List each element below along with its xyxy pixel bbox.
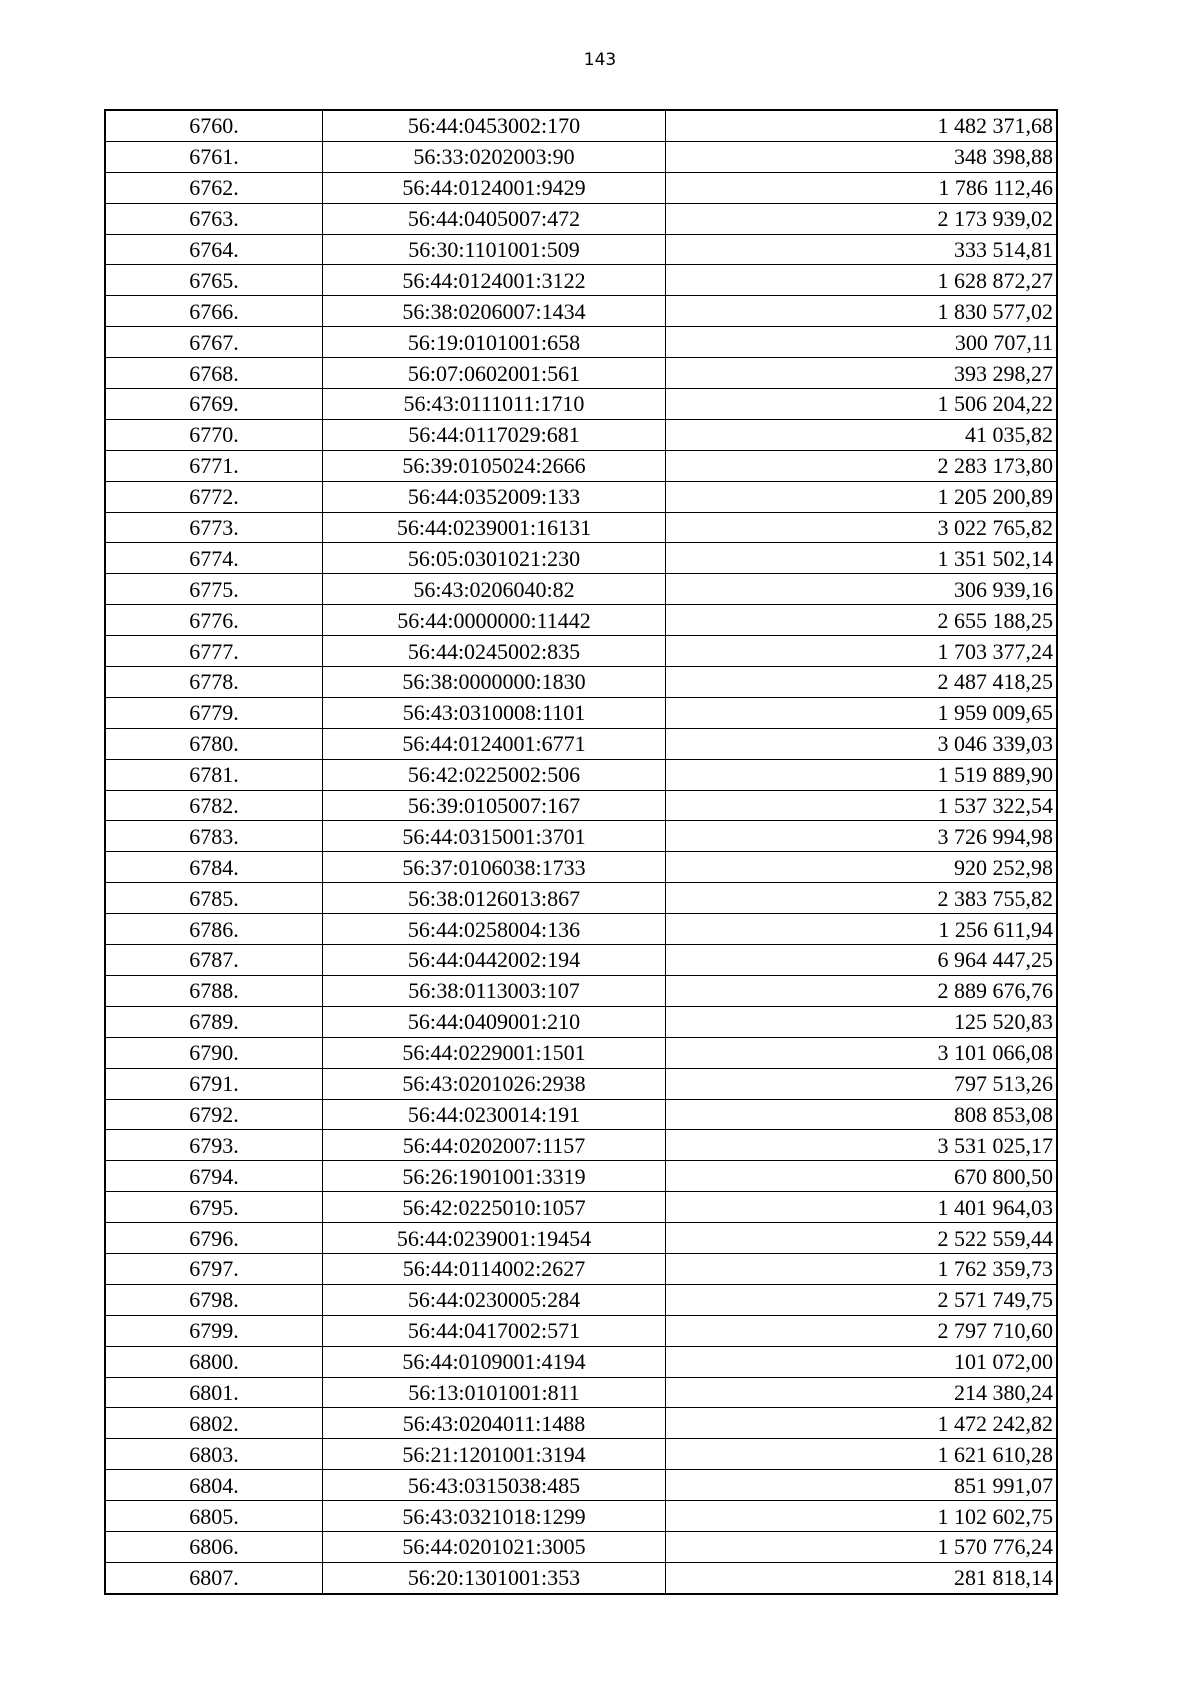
row-number-cell: 6798. — [105, 1284, 323, 1315]
cadastral-number-cell: 56:44:0229001:1501 — [323, 1037, 666, 1068]
row-number-cell: 6805. — [105, 1501, 323, 1532]
table-row — [105, 1068, 1057, 1099]
cadastral-value-cell: 3 046 339,03 — [666, 728, 1058, 759]
table-row — [105, 481, 1057, 512]
cadastral-number-cell: 56:44:0315001:3701 — [323, 821, 666, 852]
table-row — [105, 1562, 1057, 1593]
cadastral-value-cell: 2 487 418,25 — [666, 667, 1058, 698]
cadastral-number-cell: 56:13:0101001:811 — [323, 1377, 666, 1408]
cadastral-value-cell: 2 571 749,75 — [666, 1284, 1058, 1315]
row-number-cell: 6763. — [105, 203, 323, 234]
table-row — [105, 1099, 1057, 1130]
row-number-cell: 6776. — [105, 605, 323, 636]
cadastral-number-cell: 56:44:0245002:835 — [323, 636, 666, 667]
row-number-cell: 6783. — [105, 821, 323, 852]
table-row — [105, 419, 1057, 450]
row-number-cell: 6760. — [105, 110, 323, 141]
table-row — [105, 1223, 1057, 1254]
row-number-cell: 6793. — [105, 1130, 323, 1161]
cadastral-number-cell: 56:44:0201021:3005 — [323, 1531, 666, 1562]
table-row — [105, 759, 1057, 790]
cadastral-number-cell: 56:44:0114002:2627 — [323, 1253, 666, 1284]
row-number-cell: 6780. — [105, 728, 323, 759]
row-number-cell: 6786. — [105, 914, 323, 945]
table-row — [105, 172, 1057, 203]
cadastral-value-cell: 3 726 994,98 — [666, 821, 1058, 852]
table-row — [105, 1253, 1057, 1284]
cadastral-value-cell: 2 889 676,76 — [666, 975, 1058, 1006]
cadastral-number-cell: 56:33:0202003:90 — [323, 141, 666, 172]
table-row — [105, 574, 1057, 605]
table-row — [105, 945, 1057, 976]
cadastral-number-cell: 56:43:0201026:2938 — [323, 1068, 666, 1099]
cadastral-number-cell: 56:39:0105007:167 — [323, 790, 666, 821]
row-number-cell: 6796. — [105, 1223, 323, 1254]
cadastral-value-cell: 300 707,11 — [666, 327, 1058, 358]
table-row — [105, 110, 1057, 141]
cadastral-value-cell: 920 252,98 — [666, 852, 1058, 883]
cadastral-number-cell: 56:44:0124001:6771 — [323, 728, 666, 759]
cadastral-number-cell: 56:05:0301021:230 — [323, 543, 666, 574]
table-row — [105, 1377, 1057, 1408]
cadastral-number-cell: 56:44:0230014:191 — [323, 1099, 666, 1130]
cadastral-value-cell: 125 520,83 — [666, 1006, 1058, 1037]
cadastral-value-cell: 1 570 776,24 — [666, 1531, 1058, 1562]
cadastral-value-cell: 1 102 602,75 — [666, 1501, 1058, 1532]
cadastral-value-cell: 1 703 377,24 — [666, 636, 1058, 667]
cadastral-number-cell: 56:43:0321018:1299 — [323, 1501, 666, 1532]
row-number-cell: 6804. — [105, 1470, 323, 1501]
row-number-cell: 6774. — [105, 543, 323, 574]
cadastral-value-cell: 3 101 066,08 — [666, 1037, 1058, 1068]
table-row — [105, 790, 1057, 821]
cadastral-value-cell: 1 472 242,82 — [666, 1408, 1058, 1439]
cadastral-number-cell: 56:44:0258004:136 — [323, 914, 666, 945]
table-row — [105, 1470, 1057, 1501]
cadastral-number-cell: 56:42:0225010:1057 — [323, 1192, 666, 1223]
cadastral-number-cell: 56:44:0409001:210 — [323, 1006, 666, 1037]
cadastral-value-cell: 2 173 939,02 — [666, 203, 1058, 234]
cadastral-value-cell: 333 514,81 — [666, 234, 1058, 265]
table-row — [105, 234, 1057, 265]
table-row — [105, 667, 1057, 698]
cadastral-number-cell: 56:44:0405007:472 — [323, 203, 666, 234]
cadastral-value-cell: 1 256 611,94 — [666, 914, 1058, 945]
cadastral-number-cell: 56:44:0202007:1157 — [323, 1130, 666, 1161]
cadastral-number-cell: 56:44:0124001:3122 — [323, 265, 666, 296]
table-row — [105, 852, 1057, 883]
cadastral-number-cell: 56:43:0310008:1101 — [323, 697, 666, 728]
cadastral-value-cell: 1 537 322,54 — [666, 790, 1058, 821]
row-number-cell: 6775. — [105, 574, 323, 605]
table-row — [105, 265, 1057, 296]
cadastral-number-cell: 56:38:0206007:1434 — [323, 296, 666, 327]
row-number-cell: 6771. — [105, 450, 323, 481]
table-row — [105, 1192, 1057, 1223]
cadastral-number-cell: 56:43:0206040:82 — [323, 574, 666, 605]
cadastral-value-cell: 1 482 371,68 — [666, 110, 1058, 141]
table-row — [105, 1284, 1057, 1315]
row-number-cell: 6765. — [105, 265, 323, 296]
table-row — [105, 327, 1057, 358]
cadastral-value-cell: 6 964 447,25 — [666, 945, 1058, 976]
row-number-cell: 6789. — [105, 1006, 323, 1037]
cadastral-value-cell: 2 283 173,80 — [666, 450, 1058, 481]
page-number: 143 — [583, 50, 617, 70]
row-number-cell: 6787. — [105, 945, 323, 976]
cadastral-number-cell: 56:44:0239001:19454 — [323, 1223, 666, 1254]
cadastral-number-cell: 56:44:0453002:170 — [323, 110, 666, 141]
cadastral-value-cell: 1 205 200,89 — [666, 481, 1058, 512]
cadastral-number-cell: 56:44:0352009:133 — [323, 481, 666, 512]
row-number-cell: 6764. — [105, 234, 323, 265]
cadastral-number-cell: 56:43:0111011:1710 — [323, 389, 666, 420]
cadastral-value-cell: 2 383 755,82 — [666, 883, 1058, 914]
row-number-cell: 6762. — [105, 172, 323, 203]
cadastral-value-cell: 3 022 765,82 — [666, 512, 1058, 543]
cadastral-number-cell: 56:07:0602001:561 — [323, 358, 666, 389]
table-row — [105, 1439, 1057, 1470]
row-number-cell: 6791. — [105, 1068, 323, 1099]
cadastral-number-cell: 56:26:1901001:3319 — [323, 1161, 666, 1192]
cadastral-number-cell: 56:44:0442002:194 — [323, 945, 666, 976]
cadastral-value-cell: 348 398,88 — [666, 141, 1058, 172]
table-row — [105, 605, 1057, 636]
cadastral-number-cell: 56:20:1301001:353 — [323, 1562, 666, 1593]
table-row — [105, 914, 1057, 945]
cadastral-number-cell: 56:42:0225002:506 — [323, 759, 666, 790]
cadastral-value-cell: 1 401 964,03 — [666, 1192, 1058, 1223]
row-number-cell: 6779. — [105, 697, 323, 728]
cadastral-number-cell: 56:44:0109001:4194 — [323, 1346, 666, 1377]
cadastral-value-cell: 1 628 872,27 — [666, 265, 1058, 296]
table-row — [105, 1315, 1057, 1346]
cadastral-number-cell: 56:37:0106038:1733 — [323, 852, 666, 883]
cadastral-number-cell: 56:44:0417002:571 — [323, 1315, 666, 1346]
cadastral-value-cell: 306 939,16 — [666, 574, 1058, 605]
table-row — [105, 821, 1057, 852]
row-number-cell: 6773. — [105, 512, 323, 543]
cadastral-value-cell: 1 519 889,90 — [666, 759, 1058, 790]
cadastral-number-cell: 56:43:0315038:485 — [323, 1470, 666, 1501]
table-row — [105, 1531, 1057, 1562]
cadastral-value-cell: 2 797 710,60 — [666, 1315, 1058, 1346]
cadastral-value-cell: 2 522 559,44 — [666, 1223, 1058, 1254]
row-number-cell: 6801. — [105, 1377, 323, 1408]
cadastral-value-cell: 1 786 112,46 — [666, 172, 1058, 203]
cadastral-value-cell: 281 818,14 — [666, 1562, 1058, 1593]
cadastral-value-cell: 1 351 502,14 — [666, 543, 1058, 574]
row-number-cell: 6766. — [105, 296, 323, 327]
row-number-cell: 6781. — [105, 759, 323, 790]
cadastral-value-cell: 670 800,50 — [666, 1161, 1058, 1192]
table-row — [105, 1408, 1057, 1439]
row-number-cell: 6806. — [105, 1531, 323, 1562]
cadastral-value-cell: 214 380,24 — [666, 1377, 1058, 1408]
table-row — [105, 1501, 1057, 1532]
cadastral-value-cell: 1 506 204,22 — [666, 389, 1058, 420]
cadastral-value-cell: 797 513,26 — [666, 1068, 1058, 1099]
row-number-cell: 6778. — [105, 667, 323, 698]
cadastral-number-cell: 56:38:0126013:867 — [323, 883, 666, 914]
cadastral-number-cell: 56:21:1201001:3194 — [323, 1439, 666, 1470]
cadastral-value-cell: 1 762 359,73 — [666, 1253, 1058, 1284]
row-number-cell: 6769. — [105, 389, 323, 420]
table-row — [105, 450, 1057, 481]
row-number-cell: 6785. — [105, 883, 323, 914]
cadastral-number-cell: 56:39:0105024:2666 — [323, 450, 666, 481]
cadastral-number-cell: 56:44:0000000:11442 — [323, 605, 666, 636]
cadastral-value-table — [104, 109, 1058, 1595]
cadastral-value-cell: 1 830 577,02 — [666, 296, 1058, 327]
table-row — [105, 1006, 1057, 1037]
row-number-cell: 6790. — [105, 1037, 323, 1068]
row-number-cell: 6800. — [105, 1346, 323, 1377]
cadastral-number-cell: 56:44:0230005:284 — [323, 1284, 666, 1315]
row-number-cell: 6802. — [105, 1408, 323, 1439]
row-number-cell: 6792. — [105, 1099, 323, 1130]
cadastral-value-cell: 851 991,07 — [666, 1470, 1058, 1501]
table-row — [105, 1161, 1057, 1192]
cadastral-value-cell: 41 035,82 — [666, 419, 1058, 450]
row-number-cell: 6777. — [105, 636, 323, 667]
cadastral-number-cell: 56:38:0113003:107 — [323, 975, 666, 1006]
row-number-cell: 6794. — [105, 1161, 323, 1192]
table-row — [105, 636, 1057, 667]
cadastral-value-cell: 393 298,27 — [666, 358, 1058, 389]
cadastral-value-cell: 1 621 610,28 — [666, 1439, 1058, 1470]
table-row — [105, 203, 1057, 234]
cadastral-value-cell: 3 531 025,17 — [666, 1130, 1058, 1161]
table-row — [105, 512, 1057, 543]
table-row — [105, 296, 1057, 327]
row-number-cell: 6768. — [105, 358, 323, 389]
table-row — [105, 1037, 1057, 1068]
cadastral-number-cell: 56:44:0124001:9429 — [323, 172, 666, 203]
row-number-cell: 6788. — [105, 975, 323, 1006]
cadastral-number-cell: 56:44:0239001:16131 — [323, 512, 666, 543]
table-body — [105, 110, 1057, 1594]
table-row — [105, 975, 1057, 1006]
table-row — [105, 1130, 1057, 1161]
cadastral-number-cell: 56:43:0204011:1488 — [323, 1408, 666, 1439]
cadastral-value-cell: 101 072,00 — [666, 1346, 1058, 1377]
row-number-cell: 6770. — [105, 419, 323, 450]
row-number-cell: 6807. — [105, 1562, 323, 1593]
row-number-cell: 6799. — [105, 1315, 323, 1346]
table-row — [105, 141, 1057, 172]
cadastral-value-cell: 2 655 188,25 — [666, 605, 1058, 636]
row-number-cell: 6795. — [105, 1192, 323, 1223]
row-number-cell: 6784. — [105, 852, 323, 883]
table-row — [105, 1346, 1057, 1377]
cadastral-number-cell: 56:38:0000000:1830 — [323, 667, 666, 698]
table-row — [105, 728, 1057, 759]
table-row — [105, 358, 1057, 389]
cadastral-value-cell: 808 853,08 — [666, 1099, 1058, 1130]
table-row — [105, 883, 1057, 914]
row-number-cell: 6772. — [105, 481, 323, 512]
table-row — [105, 389, 1057, 420]
cadastral-number-cell: 56:30:1101001:509 — [323, 234, 666, 265]
cadastral-number-cell: 56:19:0101001:658 — [323, 327, 666, 358]
table-row — [105, 543, 1057, 574]
row-number-cell: 6797. — [105, 1253, 323, 1284]
cadastral-value-cell: 1 959 009,65 — [666, 697, 1058, 728]
table-row — [105, 697, 1057, 728]
row-number-cell: 6761. — [105, 141, 323, 172]
row-number-cell: 6782. — [105, 790, 323, 821]
cadastral-number-cell: 56:44:0117029:681 — [323, 419, 666, 450]
row-number-cell: 6803. — [105, 1439, 323, 1470]
row-number-cell: 6767. — [105, 327, 323, 358]
